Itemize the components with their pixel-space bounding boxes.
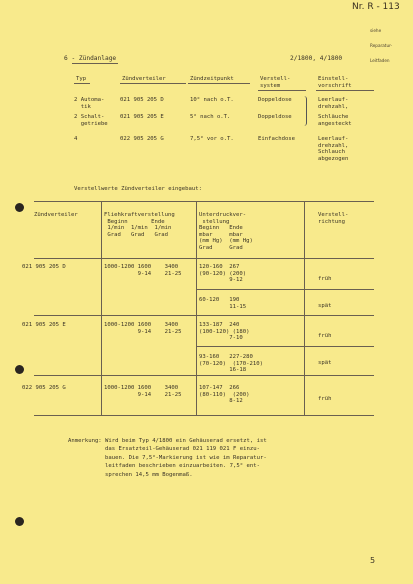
t2-header-fk: Fliehkraftverstellung Beginn Ende 1/min 1/min 1/min Grad Grad Grad xyxy=(104,212,175,238)
title-underline xyxy=(72,63,118,64)
t1-header-underline xyxy=(258,90,306,91)
t2-group-zv: 021 905 205 E xyxy=(22,322,66,328)
punch-hole xyxy=(15,203,24,212)
t2-block-dir: spät xyxy=(318,303,332,309)
t2-block-ud: 107-147 266 (80-110) (200) 8-12 xyxy=(199,385,250,405)
t2-block-dir: früh xyxy=(318,276,332,282)
punch-hole xyxy=(15,365,24,374)
t1-row-sys: Doppeldose xyxy=(258,97,292,103)
t1-row-zv: 021 905 205 D xyxy=(120,97,164,103)
t1-row-typ: 4 xyxy=(74,136,78,142)
side-note xyxy=(370,18,392,73)
brace xyxy=(303,96,307,126)
types-code: 2/1800, 4/1800 xyxy=(290,55,343,62)
t2-col-rule xyxy=(196,201,197,415)
t2-bottom-rule xyxy=(34,415,374,416)
note-paragraph: Anmerkung: Wird beim Typ 4/1800 ein Gehäuserad ersetzt, ist das Ersatzteil-Gehäuserad 021 119 021 F einzu- bauen. Die 7,5°-Markierung ist wie im Reparatur- leitfaden beschrieben einzuarbeiten. 7,5° ent- sprechen 14,5 mm Bogenmaß. xyxy=(68,438,267,478)
t2-group-fk: 1000-1200 1600 3400 9-14 21-25 xyxy=(104,264,182,277)
t1-row-sys: Doppeldose xyxy=(258,114,292,120)
t1-row-vor: Leerlauf- drehzahl, Schlauch abgezogen xyxy=(318,136,349,162)
page-number: Nr. R - 113 xyxy=(352,2,400,12)
t2-block-ud: 93-160 227-280 (70-120) (170-210) 16-18 xyxy=(199,354,263,374)
t2-block-ud: 60-120 190 11-15 xyxy=(199,297,247,310)
t2-group-rule xyxy=(34,315,374,316)
t2-group-zv: 021 905 205 D xyxy=(22,264,66,270)
t2-group-fk: 1000-1200 1600 3400 9-14 21-25 xyxy=(104,385,182,398)
subheading: Verstellwerte Zündverteiler eingebaut: xyxy=(74,186,202,192)
t2-block-rule xyxy=(196,346,374,347)
side-note-line: Reparatur- xyxy=(370,43,393,48)
t1-header-zzp: Zündzeitpunkt xyxy=(190,76,234,82)
t2-header-ud: Unterdruckver- stellung Beginn Ende mbar mbar (mm Hg) (mm Hg) Grad Grad xyxy=(199,212,253,251)
t2-block-ud: 120-160 267 (90-120) (200) 9-12 xyxy=(199,264,247,284)
section-title: 6 - Zündanlage xyxy=(64,55,117,62)
t1-header-underline xyxy=(316,90,374,91)
t1-row-zv: 022 905 205 G xyxy=(120,136,164,142)
side-note-line: Leitfaden xyxy=(370,58,390,63)
t2-header-dir: Verstell- richtung xyxy=(318,212,349,225)
t1-row-vor: Schläuche angesteckt xyxy=(318,114,352,127)
t1-row-typ: 2 Schalt- getriebe xyxy=(74,114,108,127)
t1-header-zv: Zündverteiler xyxy=(122,76,166,82)
side-note-line: siehe xyxy=(370,28,382,33)
t2-header-zv: Zündverteiler xyxy=(34,212,78,218)
t1-row-typ: 2 Automa- tik xyxy=(74,97,105,110)
t1-header-underline xyxy=(74,83,90,84)
t1-header-underline xyxy=(188,83,250,84)
t1-row-zv: 021 905 205 E xyxy=(120,114,164,120)
t1-header-typ: Typ xyxy=(76,76,87,82)
t1-header-vor: Einstell- vorschrift xyxy=(318,76,352,89)
punch-hole xyxy=(15,517,24,526)
t1-header-underline xyxy=(120,83,186,84)
t2-block-dir: spät xyxy=(318,360,332,366)
t2-group-zv: 022 905 205 G xyxy=(22,385,66,391)
t1-row-zzp: 5° nach o.T. xyxy=(190,114,231,120)
t1-header-sys: Verstell- system xyxy=(260,76,291,89)
t1-row-vor: Leerlauf- drehzahl, xyxy=(318,97,349,110)
t2-group-rule xyxy=(34,375,374,376)
t2-col-rule xyxy=(304,201,305,415)
t2-block-dir: früh xyxy=(318,396,332,402)
t1-row-zzp: 10° nach o.T. xyxy=(190,97,234,103)
t2-header-rule xyxy=(34,258,374,259)
t2-block-ud: 133-187 240 (100-120) (180) 7-10 xyxy=(199,322,250,342)
t2-col-rule xyxy=(101,201,102,415)
t2-block-rule xyxy=(196,289,374,290)
t2-block-dir: früh xyxy=(318,333,332,339)
t2-top-rule xyxy=(34,201,374,202)
footer-page-number: 5 xyxy=(370,556,376,565)
t1-row-zzp: 7,5° vor o.T. xyxy=(190,136,234,142)
t1-row-sys: Einfachdose xyxy=(258,136,296,142)
t2-group-fk: 1000-1200 1600 3400 9-14 21-25 xyxy=(104,322,182,335)
